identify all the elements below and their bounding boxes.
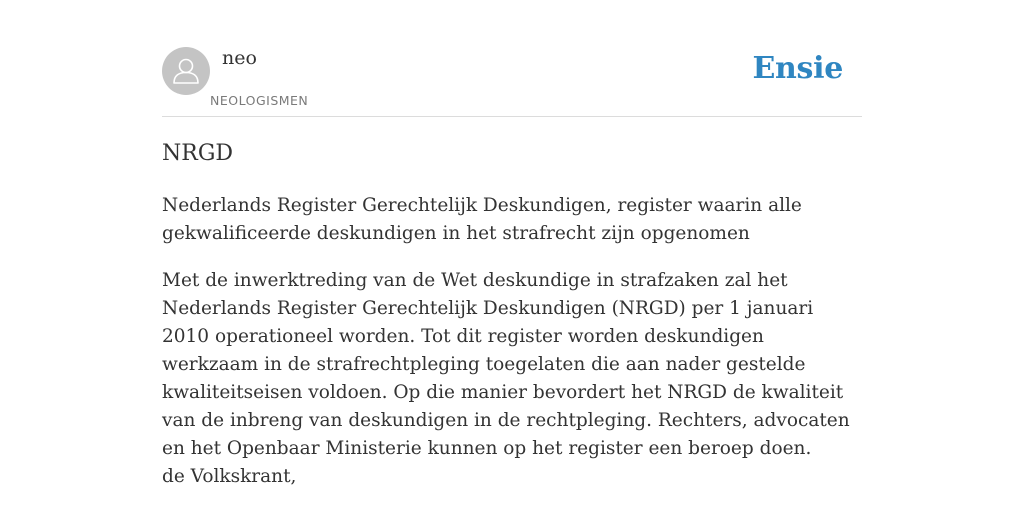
entry-header: [162, 46, 862, 117]
avatar[interactable]: [162, 47, 210, 95]
entry-term: NRGD: [162, 141, 234, 166]
author-name[interactable]: neo: [222, 47, 257, 69]
entry-content: [162, 138, 862, 491]
entry-definition: Nederlands Register Gerechtelijk Deskundigen, register waarin alle gekwalificeerde deskundigen in het strafrecht zijn opgenomen: [162, 195, 802, 244]
entry-source: de Volkskrant,: [162, 466, 297, 487]
brand-logo[interactable]: Ensie: [752, 51, 843, 86]
entry-example: Met de inwerktreding van de Wet deskundige in strafzaken zal het Nederlands Register Gerechtelijk Deskundigen (NRGD) per 1 januari 2010 operationeel worden. Tot dit register worden deskundigen werkzaam in de strafrechtpleging toegelaten die aan nader gestelde kwaliteitseisen voldoen. Op die manier bevordert het NRGD de kwaliteit van de inbreng van deskundigen in de rechtpleging. Rechters, advocaten en het Openbaar Ministerie kunnen op het register een beroep doen.: [162, 270, 850, 459]
user-icon: [162, 47, 210, 95]
category-label[interactable]: NEOLOGISMEN: [210, 93, 309, 108]
